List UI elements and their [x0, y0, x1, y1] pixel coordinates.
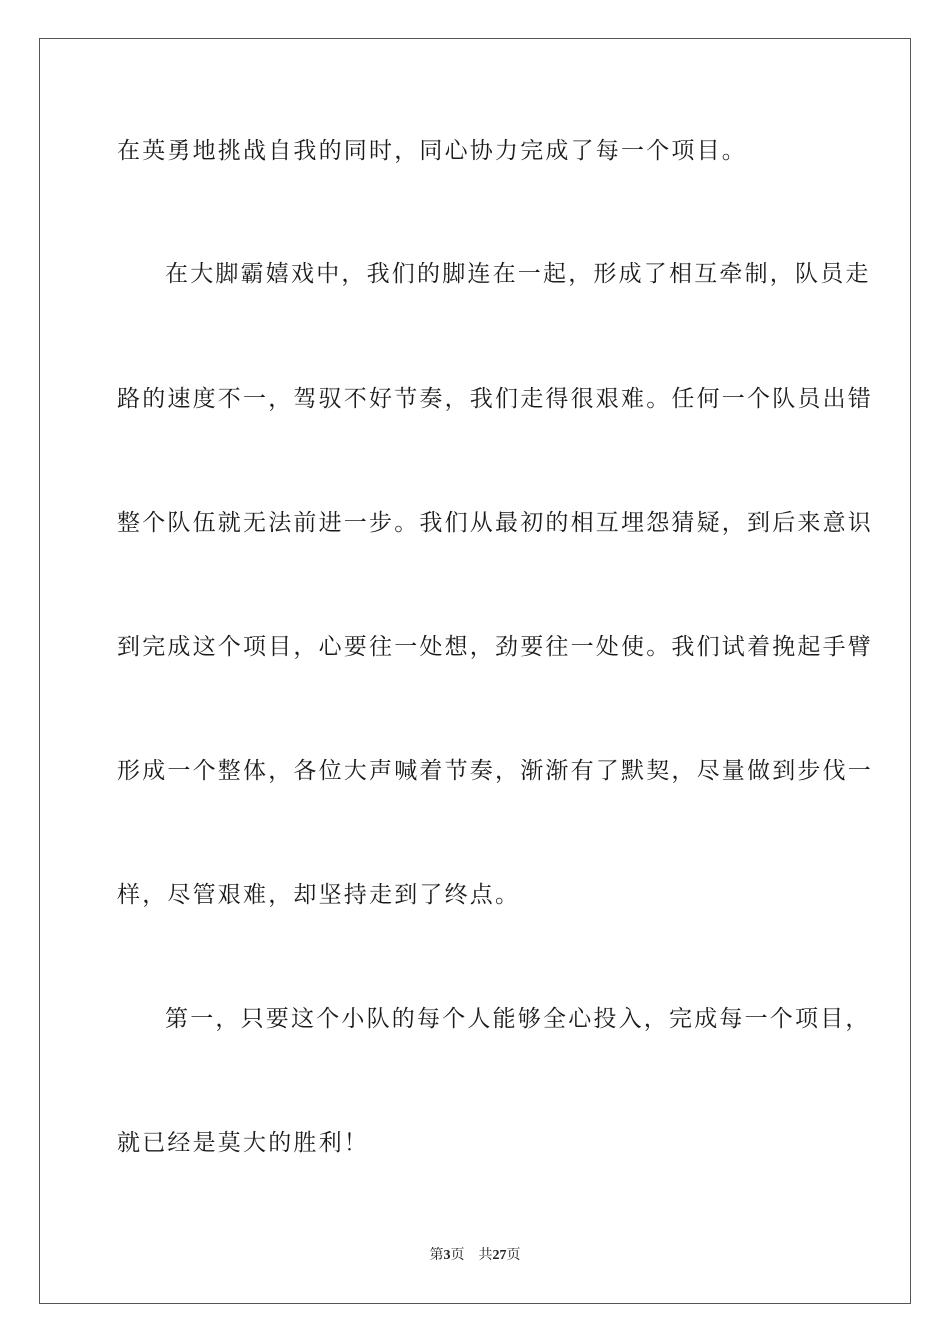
total-suffix: 页	[506, 1248, 521, 1263]
page-number: 3	[443, 1248, 451, 1263]
text-line-6: 形成一个整体，各位大声喊着节奏，渐渐有了默契，尽量做到步伐一	[117, 758, 873, 784]
text-line-8: 第一，只要这个小队的每个人能够全心投入，完成每一个项目，	[165, 1006, 871, 1032]
text-line-1: 在英勇地挑战自我的同时，同心协力完成了每一个项目。	[117, 138, 747, 164]
text-line-9: 就已经是莫大的胜利！	[117, 1130, 369, 1156]
text-line-5: 到完成这个项目，心要往一处想，劲要往一处使。我们试着挽起手臂	[117, 634, 873, 660]
text-line-4: 整个队伍就无法前进一步。我们从最初的相互埋怨猜疑，到后来意识	[117, 510, 873, 536]
page-border	[39, 38, 911, 1304]
total-prefix: 共	[478, 1248, 493, 1263]
total-pages: 27	[492, 1248, 507, 1263]
text-line-7: 样，尽管艰难，却坚持走到了终点。	[117, 882, 521, 908]
text-line-3: 路的速度不一，驾驭不好节奏，我们走得很艰难。任何一个队员出错	[117, 386, 873, 412]
page-footer	[0, 1246, 950, 1266]
page-suffix: 页	[450, 1248, 465, 1263]
page-prefix: 第	[429, 1248, 444, 1263]
text-line-2: 在大脚霸嬉戏中，我们的脚连在一起，形成了相互牵制，队员走	[165, 261, 871, 287]
